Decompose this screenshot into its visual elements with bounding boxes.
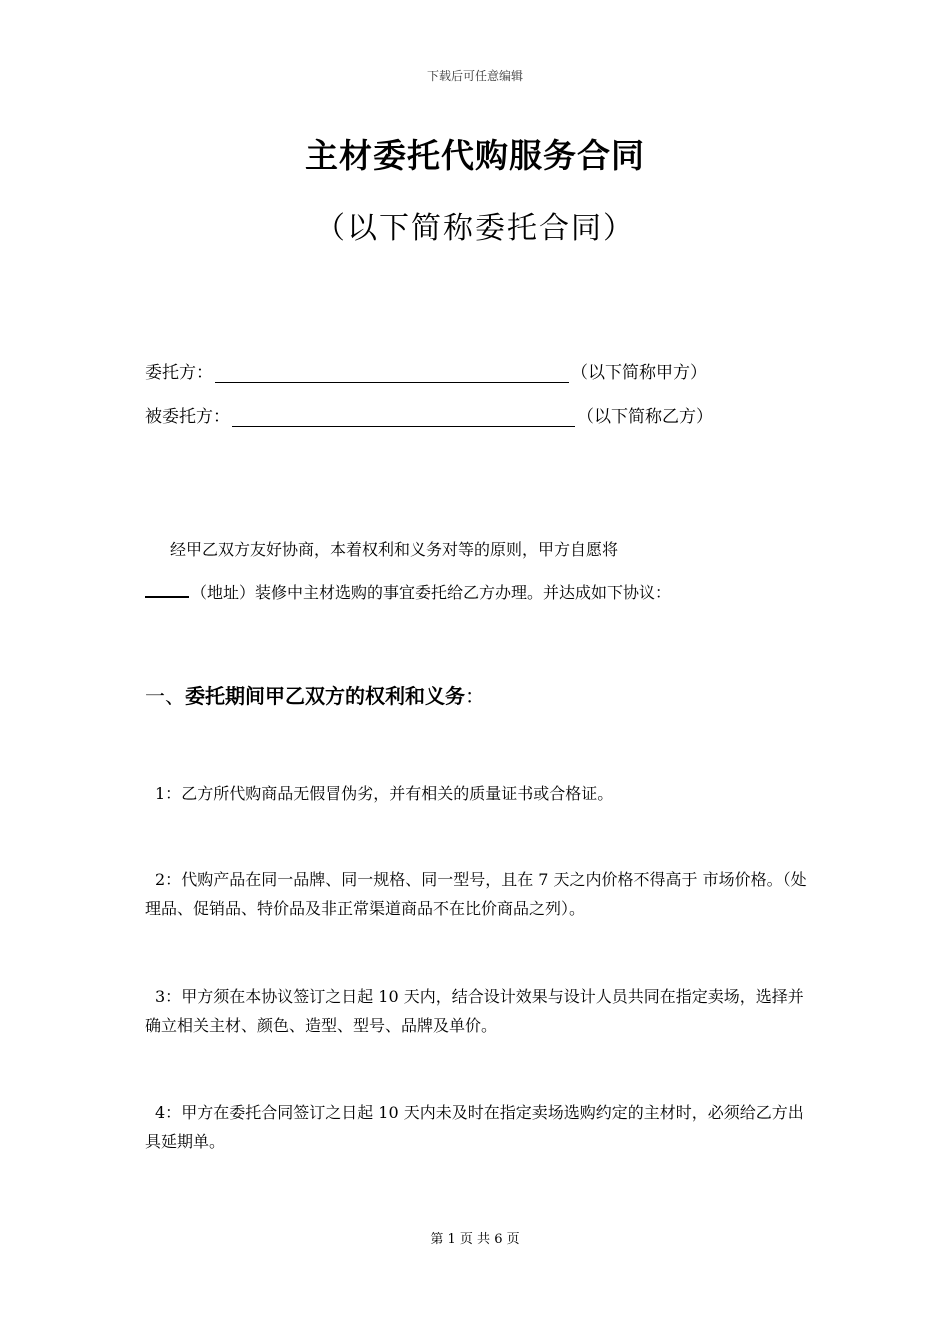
party-agent-suffix: （以下简称乙方） bbox=[577, 407, 713, 427]
clause-number: 2： bbox=[155, 870, 182, 889]
clause-number: 3： bbox=[155, 987, 182, 1006]
address-blank bbox=[145, 582, 189, 598]
clause-text: 乙方所代购商品无假冒伪劣，并有相关的质量证书或合格证。 bbox=[181, 784, 614, 803]
header-note: 下载后可任意编辑 bbox=[426, 69, 523, 83]
clause-3 bbox=[145, 982, 810, 1040]
intro-line-2-text: （地址）装修中主材选购的事宜委托给乙方办理。并达成如下协议： bbox=[191, 583, 672, 602]
party-agent-label: 被委托方： bbox=[145, 407, 230, 427]
section-heading bbox=[145, 680, 485, 709]
party-client-suffix: （以下简称甲方） bbox=[571, 363, 707, 383]
party-agent-blank bbox=[232, 408, 575, 427]
party-client bbox=[145, 358, 707, 383]
clause-text: 甲方须在本协议签订之日起 10 天内，结合设计效果与设计人员共同在指定卖场，选择并确立相关主材、颜色、造型、型号、品牌及单价。 bbox=[145, 987, 804, 1035]
party-client-blank bbox=[215, 364, 569, 383]
intro-line-1: 经甲乙双方友好协商，本着权利和义务对等的原则，甲方自愿将 bbox=[170, 540, 619, 559]
clause-text: 甲方在委托合同签订之日起 10 天内未及时在指定卖场选购约定的主材时，必须给乙方出具延期单。 bbox=[145, 1103, 804, 1151]
clause-text: 代购产品在同一品牌、同一规格、同一型号，且在 7 天之内价格不得高于 市场价格。（处理品、促销品、特价品及非正常渠道商品不在比价商品之列）。 bbox=[145, 870, 807, 918]
document-subtitle: （以下简称委托合同） bbox=[315, 211, 635, 246]
page-footer: 第 1 页 共 6 页 bbox=[430, 1232, 520, 1247]
clause-4 bbox=[145, 1098, 810, 1156]
section-heading-prefix: 一、 bbox=[145, 684, 185, 708]
clause-1 bbox=[145, 779, 810, 808]
clause-number: 4： bbox=[155, 1103, 182, 1122]
intro-line-2 bbox=[145, 580, 671, 603]
party-client-label: 委托方： bbox=[145, 363, 213, 383]
clause-number: 1： bbox=[155, 784, 182, 803]
document-title: 主材委托代购服务合同 bbox=[305, 136, 645, 175]
section-heading-suffix: ： bbox=[465, 684, 485, 708]
party-agent bbox=[145, 402, 713, 427]
section-heading-text: 委托期间甲乙双方的权利和义务 bbox=[185, 684, 465, 708]
clause-2 bbox=[145, 865, 810, 923]
